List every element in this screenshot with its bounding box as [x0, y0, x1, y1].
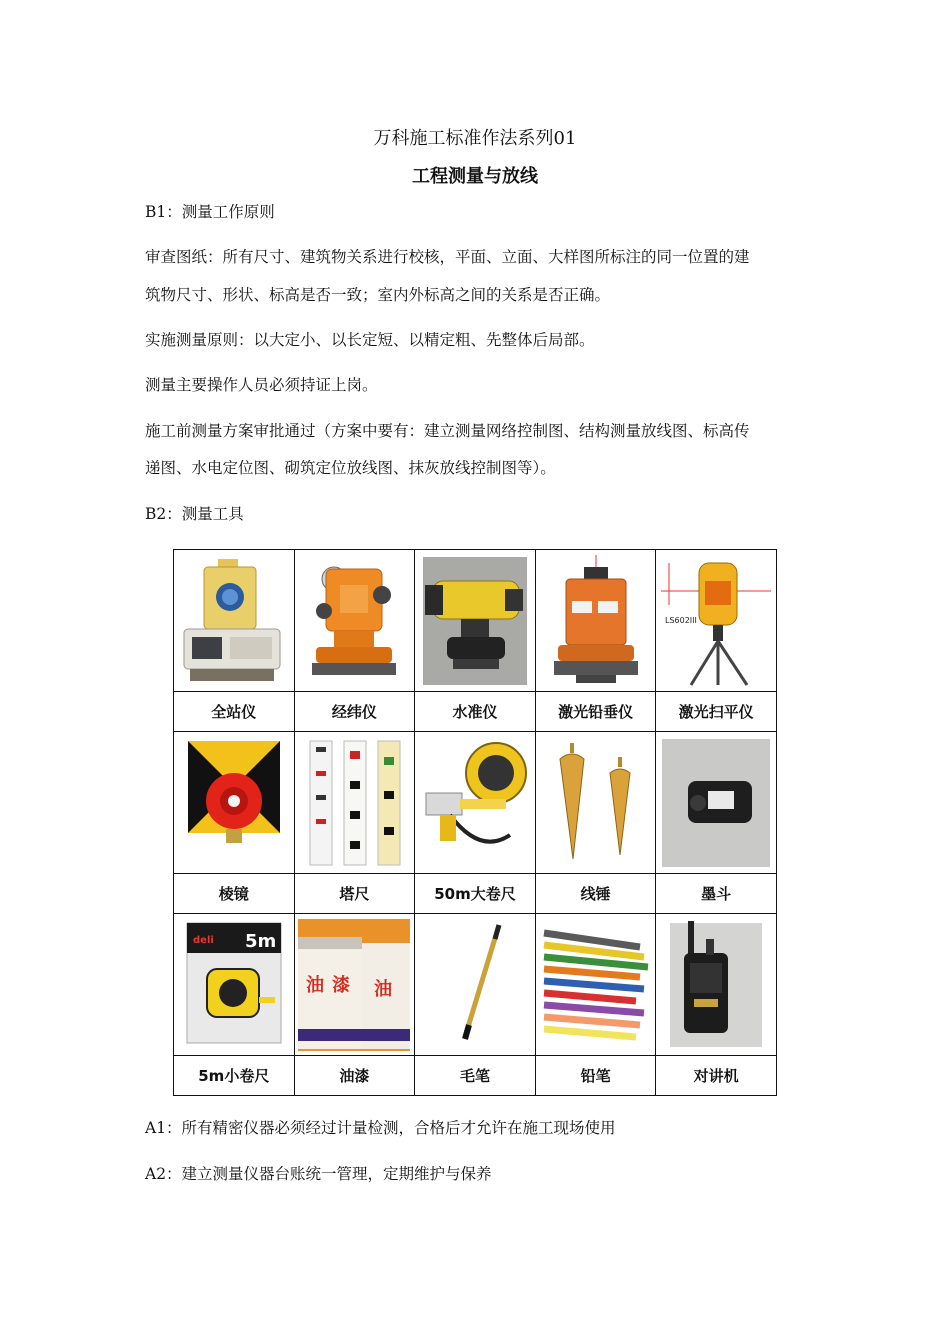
- paint-char-1: 油: [306, 974, 325, 996]
- tool-label-paint: 油漆: [294, 1056, 415, 1096]
- tool-label-pencil: 铅笔: [535, 1056, 656, 1096]
- paint-char-2: 漆: [332, 974, 351, 996]
- note-a2: A2：建立测量仪器台账统一管理，定期维护与保养: [145, 1165, 492, 1183]
- paragraph-survey-plan-line1: 施工前测量方案审批通过（方案中要有：建立测量网络控制图、结构测量放线图、标高传: [145, 422, 750, 440]
- tool-label-laser-plumb: 激光铅垂仪: [535, 692, 656, 732]
- tool-label-leveling-staff: 塔尺: [294, 874, 415, 914]
- tool-label-plumb-bob: 线锤: [535, 874, 656, 914]
- tool-label-laser-line-level: 激光扫平仪: [656, 692, 777, 732]
- total-station-image: [174, 550, 295, 692]
- small-tape-measure-image: [174, 914, 295, 1056]
- tool-label-level: 水准仪: [415, 692, 536, 732]
- leveling-staff-image: [294, 732, 415, 874]
- tool-label-large-tape: 50m大卷尺: [415, 874, 536, 914]
- tape-size-text: 5m: [244, 930, 277, 952]
- paragraph-measurement-principle: 实施测量原则：以大定小、以长定短、以精定粗、先整体后局部。: [145, 331, 595, 349]
- large-tape-measure-image: [415, 732, 536, 874]
- tool-label-brush: 毛笔: [415, 1056, 536, 1096]
- prism-image: [174, 732, 295, 874]
- paint-cans-image: [294, 914, 415, 1056]
- tool-label-total-station: 全站仪: [174, 692, 295, 732]
- section-b2-heading: B2：测量工具: [145, 505, 244, 523]
- plumb-bob-image: [535, 732, 656, 874]
- note-a1: A1：所有精密仪器必须经过计量检测，合格后才允许在施工现场使用: [145, 1119, 616, 1137]
- paint-char-3: 油: [374, 978, 393, 1000]
- section-b1-heading: B1：测量工作原则: [145, 203, 275, 221]
- ink-line-marker-image: [656, 732, 777, 874]
- laser-line-level-image: [656, 550, 777, 692]
- document-title: 万科施工标准作法系列01: [373, 128, 577, 149]
- tape-brand-text: deli: [192, 934, 214, 946]
- tool-label-theodolite: 经纬仪: [294, 692, 415, 732]
- paragraph-review-drawings-line1: 审查图纸：所有尺寸、建筑物关系进行校核，平面、立面、大样图所标注的同一位置的建: [145, 248, 750, 266]
- theodolite-image: [294, 550, 415, 692]
- tools-table: [173, 549, 777, 1096]
- brush-image: [415, 914, 536, 1056]
- colored-pencils-image: [535, 914, 656, 1056]
- paragraph-certified-operators: 测量主要操作人员必须持证上岗。: [145, 376, 378, 394]
- tool-label-prism: 棱镜: [174, 874, 295, 914]
- laser-plumb-image: [535, 550, 656, 692]
- walkie-talkie-image: [656, 914, 777, 1056]
- document-subtitle: 工程测量与放线: [412, 166, 538, 187]
- paragraph-review-drawings-line2: 筑物尺寸、形状、标高是否一致；室内外标高之间的关系是否正确。: [145, 286, 611, 304]
- laser-level-model-text: LS602III: [665, 615, 698, 625]
- tool-label-ink-line: 墨斗: [656, 874, 777, 914]
- tool-label-walkie-talkie: 对讲机: [656, 1056, 777, 1096]
- tool-label-small-tape: 5m小卷尺: [174, 1056, 295, 1096]
- paragraph-survey-plan-line2: 递图、水电定位图、砌筑定位放线图、抹灰放线控制图等）。: [145, 459, 556, 477]
- level-instrument-image: [415, 550, 536, 692]
